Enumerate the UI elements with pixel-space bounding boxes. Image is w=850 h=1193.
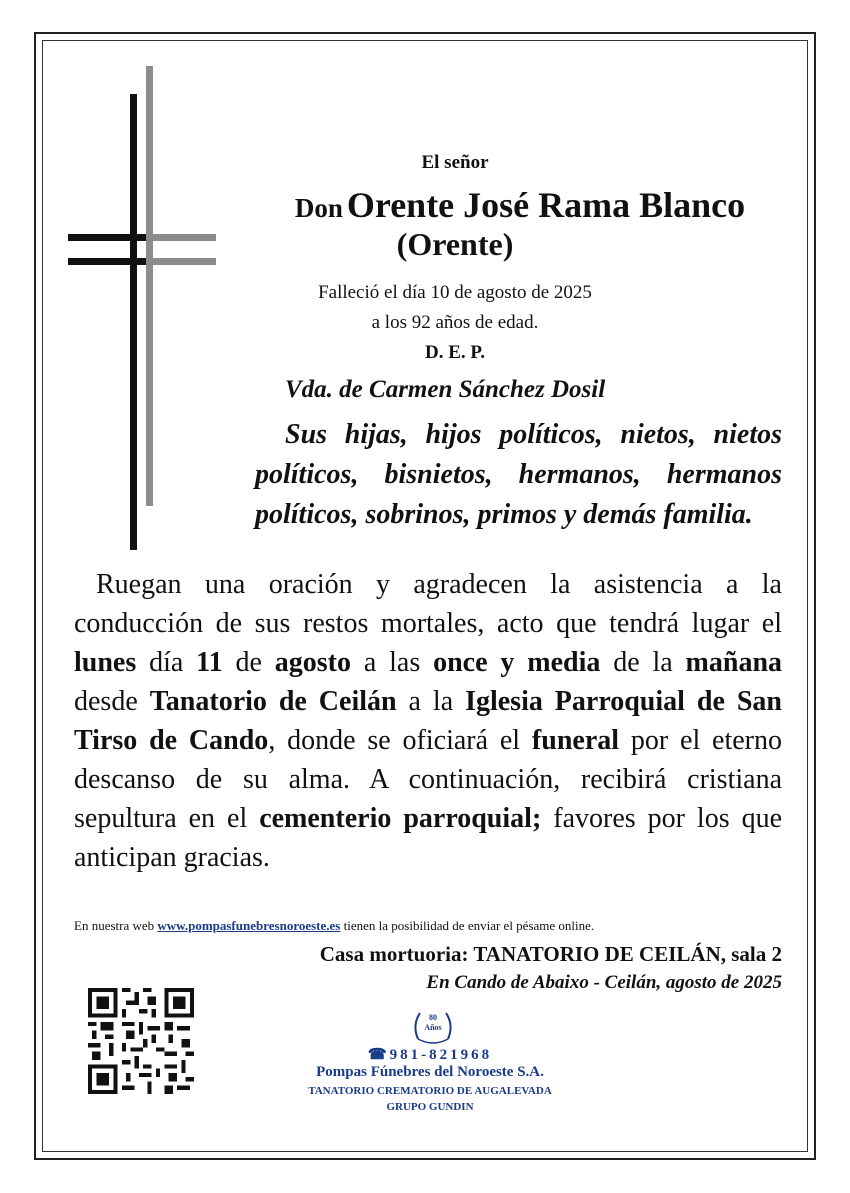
body-bold-3: agosto (274, 647, 352, 678)
phone-number[interactable]: 981-821968 (389, 1047, 493, 1063)
seal-number: 80 (429, 1013, 437, 1022)
body-bold-2: 11 (196, 647, 223, 678)
death-info (255, 278, 655, 338)
widow-line: Vda. de Carmen Sánchez Dosil (285, 376, 606, 403)
phone-icon: ☎ (367, 1047, 390, 1063)
web-note (74, 918, 782, 934)
qr-code[interactable] (88, 988, 194, 1094)
web-note-prefix: En nuestra web (74, 918, 158, 933)
body-text-3: de (222, 647, 275, 678)
place-date: En Cando de Abaixo - Ceilán, agosto de 2025 (426, 972, 782, 993)
seal-label: Años (424, 1023, 442, 1032)
family-list: Sus hijas, hijos políticos, nietos, nietos políticos, bisnietos, hermanos, hermanos políticos, sobrinos, primos y demás familia. (255, 419, 782, 530)
company-subtitle: TANATORIO CREMATORIO DE AUGALEVADA (308, 1085, 552, 1097)
body-text-8: , donde se oficiará el (268, 725, 532, 756)
body-bold-1: lunes (74, 647, 137, 678)
body-bold-9: cementerio parroquial; (259, 803, 542, 834)
body-text-5: de la (600, 647, 686, 678)
body-text-1: Ruegan una oración y agradecen la asistencia a la conducción de sus restos mortales, acto que tendrá lugar el (74, 569, 782, 639)
company-group: GRUPO GUNDIN (386, 1101, 474, 1113)
body-text-9: por el eterno descanso de su alma. A continuación, recibirá cristiana sepultura en el (74, 725, 783, 834)
death-date: Falleció el día 10 de agosto de 2025 (318, 282, 592, 303)
full-name: Orente José Rama Blanco (346, 185, 746, 225)
deceased-name (255, 184, 785, 226)
body-bold-7: Iglesia Parroquial de San Tirso de Cando (74, 686, 782, 756)
phone-line (330, 1045, 530, 1064)
body-text-10: favores por los que anticipan gracias. (74, 803, 782, 873)
body-bold-4: once y media (433, 647, 601, 678)
cross-icon (68, 66, 218, 556)
body-text-2: día (136, 647, 197, 678)
body-bold-5: mañana (685, 647, 783, 678)
web-note-suffix: tienen la posibilidad de enviar el pésame online. (340, 918, 595, 933)
website-link[interactable]: www.pompasfunebresnoroeste.es (157, 918, 341, 933)
salutation: El señor (421, 152, 489, 173)
body-bold-6: Tanatorio de Ceilán (149, 686, 397, 717)
dep-label: D. E. P. (424, 342, 485, 363)
name-prefix: Don (294, 193, 343, 223)
body-text-6: desde (74, 686, 150, 717)
body-bold-8: funeral (531, 725, 620, 756)
body-text-4: a las (351, 647, 434, 678)
body-text-7: a la (396, 686, 466, 717)
nickname: (Orente) (396, 226, 514, 262)
seal-text (410, 1013, 456, 1033)
ceremony-text (74, 565, 782, 877)
company-name: Pompas Fúnebres del Noroeste S.A. (316, 1064, 544, 1080)
age: a los 92 años de edad. (371, 312, 539, 333)
casa-mortuoria: Casa mortuoria: TANATORIO DE CEILÁN, sala 2 (319, 942, 782, 966)
